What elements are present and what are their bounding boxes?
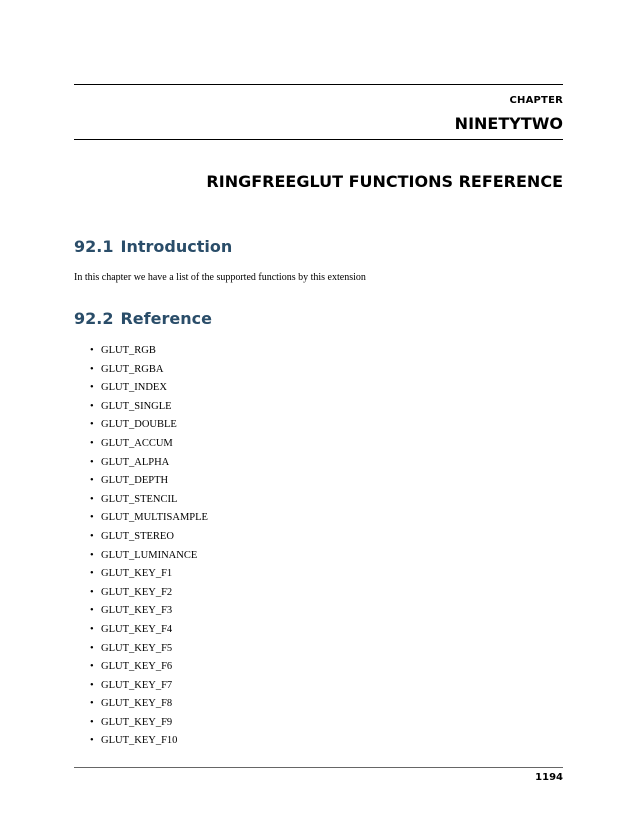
list-item (90, 400, 208, 419)
section-title: Introduction (120, 237, 233, 256)
bullet-icon: • (90, 475, 94, 487)
bullet-icon: • (90, 512, 94, 524)
header-bottom-rule (74, 139, 563, 140)
list-item-label: GLUT_ACCUM (101, 437, 173, 449)
list-item (90, 381, 208, 400)
bullet-icon: • (90, 716, 94, 728)
list-item (90, 437, 208, 456)
bullet-icon: • (90, 530, 94, 542)
list-item-label: GLUT_SINGLE (101, 400, 172, 412)
bullet-icon: • (90, 549, 94, 561)
footer-rule (74, 767, 563, 768)
introduction-paragraph: In this chapter we have a list of the supported functions by this extension (74, 272, 366, 283)
list-item-label: GLUT_KEY_F9 (101, 716, 173, 728)
bullet-icon: • (90, 605, 94, 617)
list-item (90, 623, 208, 642)
header-top-rule (74, 84, 563, 85)
list-item-label: GLUT_KEY_F6 (101, 661, 173, 673)
section-title: Reference (120, 309, 212, 328)
list-item (90, 716, 208, 735)
list-item (90, 456, 208, 475)
list-item-label: GLUT_KEY_F4 (101, 623, 173, 635)
list-item (90, 586, 208, 605)
list-item (90, 511, 208, 530)
list-item-label: GLUT_DEPTH (101, 475, 169, 487)
bullet-icon: • (90, 586, 94, 598)
list-item (90, 530, 208, 549)
bullet-icon: • (90, 419, 94, 431)
bullet-icon: • (90, 698, 94, 710)
list-item (90, 549, 208, 568)
chapter-title: RINGFREEGLUT FUNCTIONS REFERENCE (206, 172, 563, 191)
bullet-icon: • (90, 679, 94, 691)
bullet-icon: • (90, 568, 94, 580)
list-item (90, 642, 208, 661)
list-item-label: GLUT_KEY_F8 (101, 698, 173, 710)
list-item (90, 474, 208, 493)
section-heading-introduction (74, 237, 232, 256)
list-item-label: GLUT_KEY_F7 (101, 679, 173, 691)
bullet-icon: • (90, 642, 94, 654)
list-item-label: GLUT_KEY_F10 (101, 735, 178, 747)
list-item-label: GLUT_INDEX (101, 382, 167, 394)
bullet-icon: • (90, 456, 94, 468)
bullet-icon: • (90, 437, 94, 449)
list-item-label: GLUT_DOUBLE (101, 419, 177, 431)
list-item (90, 679, 208, 698)
list-item-label: GLUT_STEREO (101, 530, 174, 542)
chapter-number: NINETYTWO (454, 114, 563, 133)
list-item (90, 734, 208, 753)
bullet-icon: • (90, 623, 94, 635)
list-item-label: GLUT_LUMINANCE (101, 549, 198, 561)
list-item-label: GLUT_MULTISAMPLE (101, 512, 208, 524)
bullet-icon: • (90, 382, 94, 394)
list-item (90, 344, 208, 363)
page-number: 1194 (535, 772, 563, 783)
list-item (90, 418, 208, 437)
list-item-label: GLUT_RGB (101, 345, 156, 356)
list-item (90, 363, 208, 382)
section-heading-reference (74, 309, 212, 328)
list-item-label: GLUT_RGBA (101, 363, 164, 375)
bullet-icon: • (90, 400, 94, 412)
bullet-icon: • (90, 345, 94, 356)
list-item-label: GLUT_KEY_F5 (101, 642, 173, 654)
list-item (90, 697, 208, 716)
list-item (90, 604, 208, 623)
bullet-icon: • (90, 661, 94, 673)
list-item (90, 493, 208, 512)
bullet-icon: • (90, 493, 94, 505)
list-item-label: GLUT_KEY_F3 (101, 605, 173, 617)
section-number: 92.1 (74, 237, 114, 256)
list-item-label: GLUT_STENCIL (101, 493, 178, 505)
list-item-label: GLUT_KEY_F1 (101, 568, 173, 580)
list-item (90, 567, 208, 586)
bullet-icon: • (90, 363, 94, 375)
list-item-label: GLUT_ALPHA (101, 456, 170, 468)
section-number: 92.2 (74, 309, 114, 328)
reference-list (90, 344, 208, 753)
list-item (90, 660, 208, 679)
bullet-icon: • (90, 735, 94, 747)
chapter-label: CHAPTER (509, 95, 563, 106)
list-item-label: GLUT_KEY_F2 (101, 586, 173, 598)
